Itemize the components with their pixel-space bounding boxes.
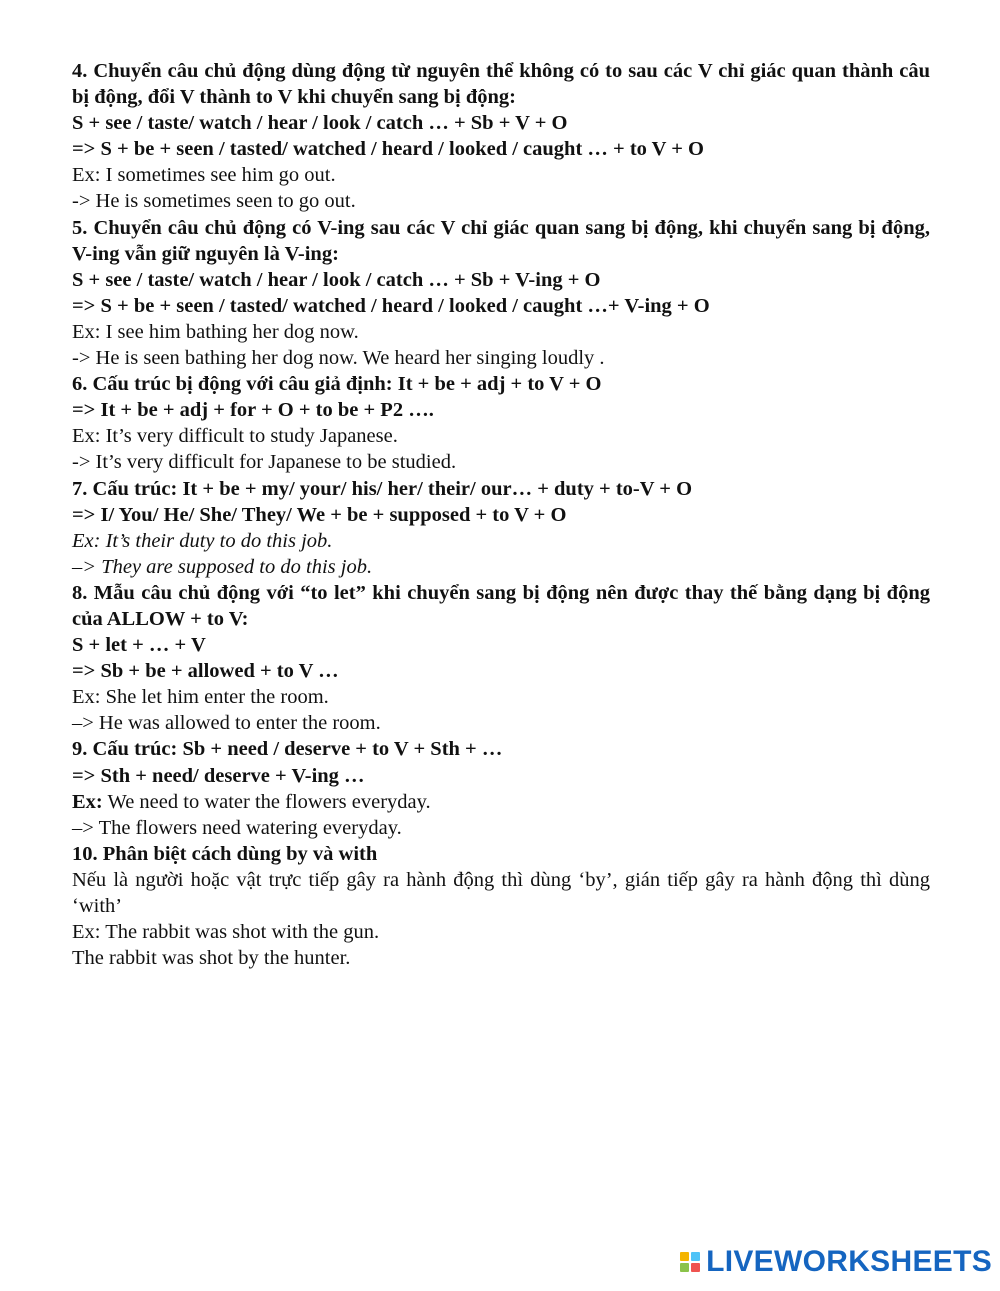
section-8-heading: 8. Mẫu câu chủ động với “to let” khi chuyển sang bị động nên được thay thế bằng dạng bị động của ALLOW + to V: (72, 581, 930, 630)
section-9-passive-formula: => Sth + need/ deserve + V-ing … (72, 764, 365, 787)
section-10-example-with: Ex: The rabbit was shot with the gun. (72, 921, 380, 944)
section-6-example: Ex: It’s very difficult to study Japanese. (72, 425, 398, 448)
section-10-example-by: The rabbit was shot by the hunter. (72, 947, 351, 970)
liveworksheets-logo[interactable] (680, 1245, 992, 1279)
section-9-example-label: Ex: (72, 790, 103, 813)
document-body (72, 58, 930, 971)
section-6-heading: 6. Cấu trúc bị động với câu giả định: It + be + adj + to V + O (72, 373, 602, 396)
section-7-passive-formula: => I/ You/ He/ She/ They/ We + be + supposed + to V + O (72, 503, 567, 526)
section-6-example-passive: -> It’s very difficult for Japanese to be studied. (72, 451, 457, 474)
section-7-heading: 7. Cấu trúc: It + be + my/ your/ his/ her/ their/ our… + duty + to-V + O (72, 477, 693, 500)
section-7-example: Ex: It’s their duty to do this job. (72, 529, 333, 552)
section-9-example (72, 789, 930, 815)
logo-blocks-icon (680, 1252, 700, 1272)
section-5-heading: 5. Chuyển câu chủ động có V-ing sau các V chỉ giác quan sang bị động, khi chuyển sang bị động, V-ing vẫn giữ nguyên là V-ing: (72, 216, 930, 265)
section-6-passive-formula: => It + be + adj + for + O + to be + P2 …. (72, 399, 434, 422)
section-8-example: Ex: She let him enter the room. (72, 686, 329, 709)
section-5-example: Ex: I see him bathing her dog now. (72, 320, 359, 343)
section-4-example-passive: -> He is sometimes seen to go out. (72, 190, 356, 213)
section-5-example-passive: -> He is seen bathing her dog now. We heard her singing loudly . (72, 347, 605, 370)
section-4-heading: 4. Chuyển câu chủ động dùng động từ nguyên thể không có to sau các V chỉ giác quan thành câu bị động, đổi V thành to V khi chuyển sang bị động: (72, 60, 930, 109)
section-8-example-passive: –> He was allowed to enter the room. (72, 712, 381, 735)
section-8-active-formula: S + let + … + V (72, 634, 206, 657)
section-4-passive-formula: => S + be + seen / tasted/ watched / heard / looked / caught … + to V + O (72, 138, 704, 161)
section-5-active-formula: S + see / taste/ watch / hear / look / catch … + Sb + V-ing + O (72, 268, 601, 291)
section-7-example-passive: –> They are supposed to do this job. (72, 555, 373, 578)
section-8-passive-formula: => Sb + be + allowed + to V … (72, 660, 339, 683)
section-9-example-passive: –> The flowers need watering everyday. (72, 816, 402, 839)
section-5-passive-formula: => S + be + seen / tasted/ watched / heard / looked / caught …+ V-ing + O (72, 294, 710, 317)
section-10-explanation: Nếu là người hoặc vật trực tiếp gây ra hành động thì dùng ‘by’, gián tiếp gây ra hành động thì dùng ‘with’ (72, 868, 930, 917)
logo-text: LIVEWORKSHEETS (706, 1245, 992, 1278)
section-4-active-formula: S + see / taste/ watch / hear / look / catch … + Sb + V + O (72, 112, 568, 135)
section-10-heading: 10. Phân biệt cách dùng by và with (72, 842, 378, 865)
section-4-example: Ex: I sometimes see him go out. (72, 164, 336, 187)
section-9-example-text: We need to water the flowers everyday. (102, 790, 431, 813)
section-9-heading: 9. Cấu trúc: Sb + need / deserve + to V + Sth + … (72, 738, 503, 761)
